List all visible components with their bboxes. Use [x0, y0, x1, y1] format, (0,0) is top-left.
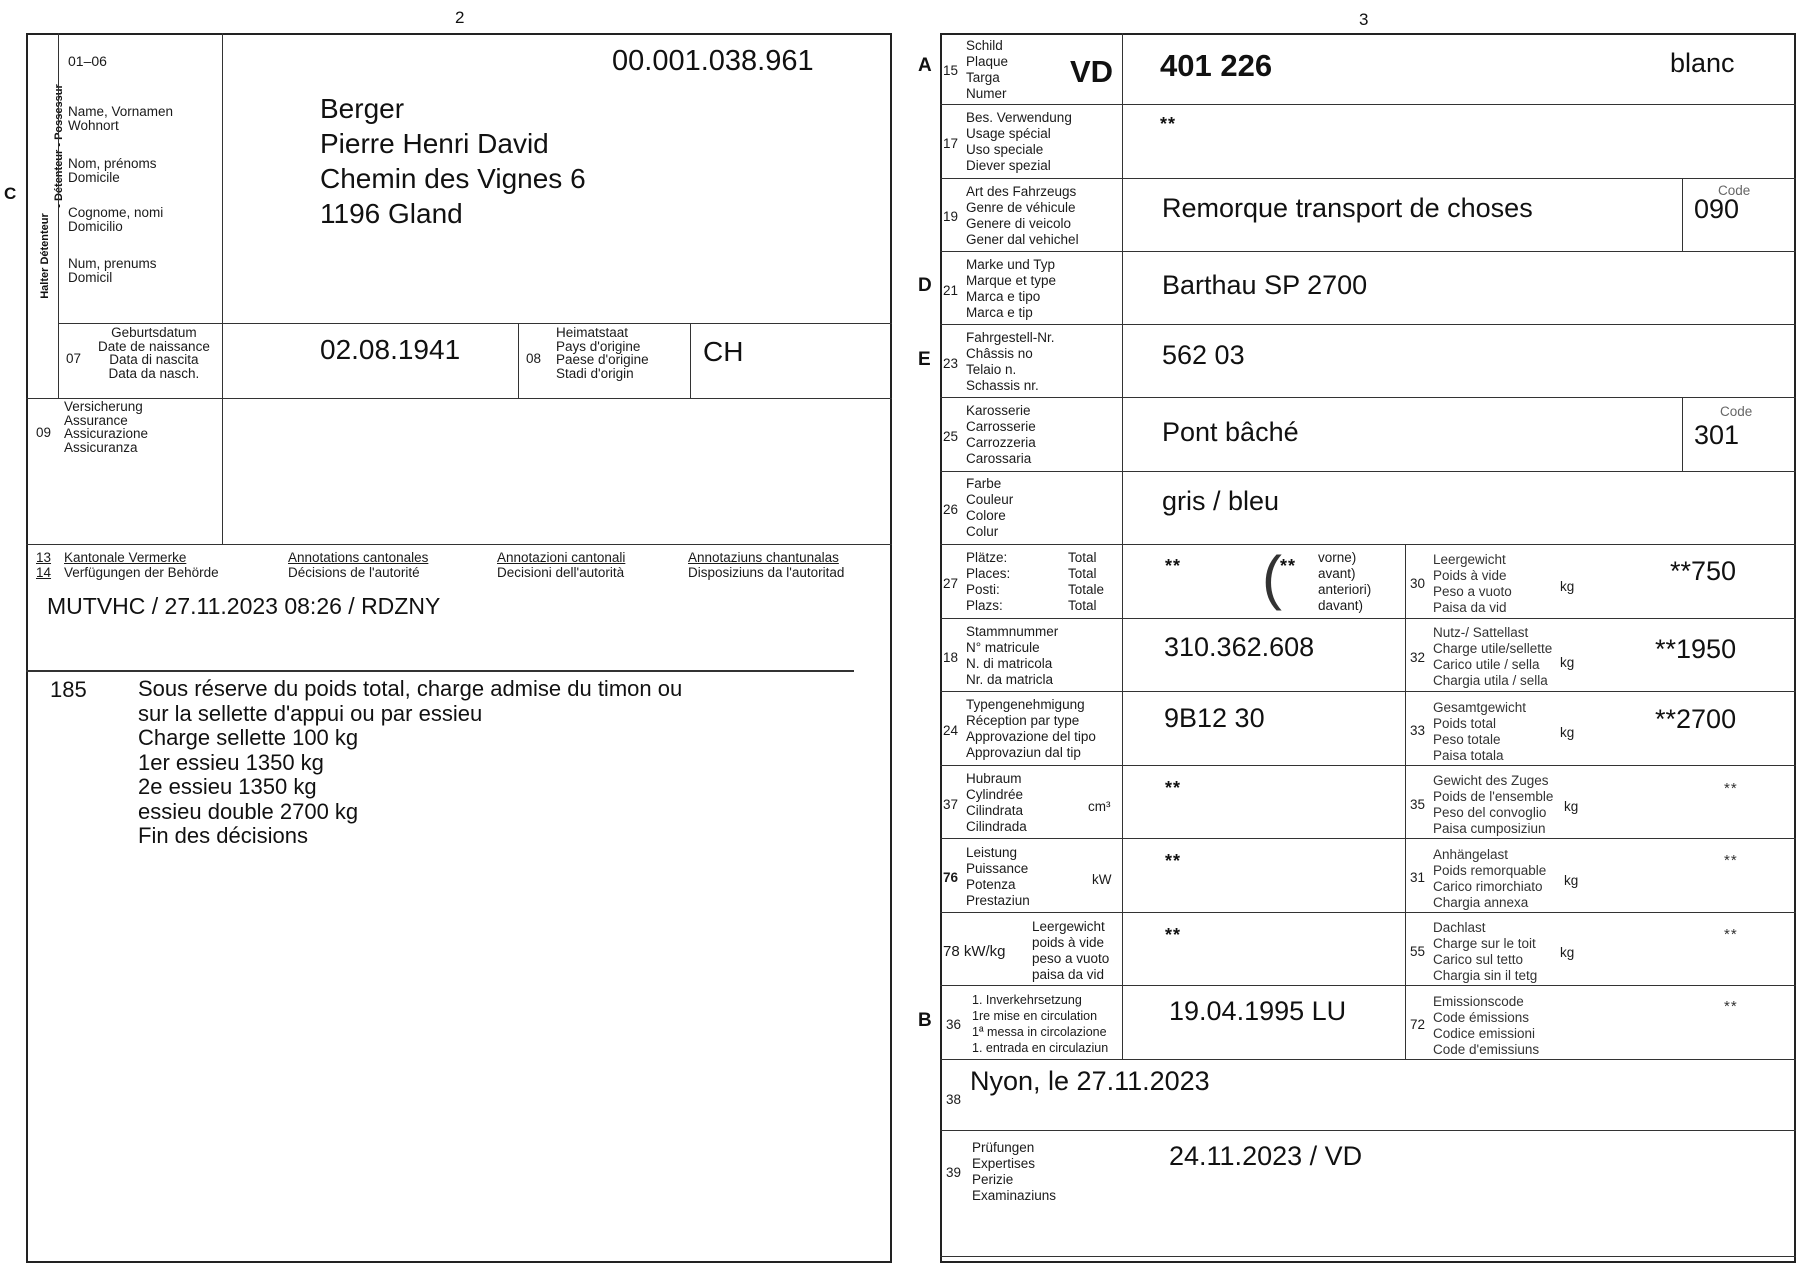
decision-code: 185 [50, 677, 87, 702]
plate-label: Schild Plaque Targa Numer [966, 38, 1009, 101]
seats-value: ** [1165, 556, 1182, 576]
page-number-left: 2 [455, 8, 465, 27]
power-weight-code: 78 kW/kg [943, 943, 1006, 960]
vertical-holder-label: Halter Détenteur - Détenteur - Possessur [39, 84, 65, 299]
emission-label: Emissionscode Code émissions Codice emissioni Code d'emissiuns [1433, 994, 1540, 1057]
plate-color: blanc [1670, 48, 1735, 78]
payload-unit: kg [1560, 655, 1575, 670]
power-value: ** [1165, 851, 1182, 871]
inspection-code: 39 [946, 1165, 962, 1180]
body-code-value: 301 [1694, 420, 1740, 450]
type-approval-value: 9B12 30 [1164, 703, 1265, 733]
holder-street: Chemin des Vignes 6 [320, 163, 586, 194]
power-label: Leistung Puissance Potenza Prestaziun [966, 845, 1030, 908]
special-use-value: ** [1160, 114, 1177, 134]
payload-code: 32 [1410, 650, 1426, 665]
displacement-label: Hubraum Cylindrée Cilindrata Cilindrada [966, 771, 1027, 834]
seats-label: Plätze: Places: Posti: Plazs: [966, 550, 1011, 613]
emission-code: 72 [1410, 1017, 1426, 1032]
origin-country: CH [703, 336, 744, 367]
plate-number: 401 226 [1160, 48, 1273, 83]
power-weight-label: Leergewicht poids à vide peso a vuoto paisa da vid [1032, 919, 1110, 982]
roof-load-label: Dachlast Charge sur le toit Carico sul tetto Chargia sin il tetg [1433, 920, 1538, 983]
holder-label-rm: Num, prenums Domicil [68, 256, 157, 285]
origin-label: Heimatstaat Pays d'origine Paese d'origine Stadi d'origin [556, 325, 649, 381]
power-weight-value: ** [1165, 925, 1182, 945]
insurance-code: 09 [36, 425, 52, 440]
annotation-col-rm: Annotaziuns chantunalas Disposiziuns da l'autoritad [688, 550, 845, 580]
place-date-value: Nyon, le 27.11.2023 [970, 1066, 1210, 1096]
chassis-code: 23 [943, 356, 959, 371]
inspection-label: Prüfungen Expertises Perizie Examinaziuns [972, 1140, 1057, 1203]
reg-number-value: 310.362.608 [1164, 632, 1315, 662]
color-label: Farbe Couleur Colore Colur [966, 476, 1014, 539]
insurance-label: Versicherung Assurance Assicurazione Assicuranza [64, 399, 149, 455]
make-code: 21 [943, 283, 959, 298]
chassis-value: 562 03 [1162, 340, 1245, 370]
plate-code: 15 [943, 63, 959, 78]
reg-number-label: Stammnummer N° matricule N. di matricola Nr. da matricla [966, 624, 1059, 687]
holder-firstnames: Pierre Henri David [320, 128, 549, 159]
first-reg-code: 36 [946, 1017, 962, 1032]
marker-e: E [918, 349, 931, 370]
trailer-load-code: 31 [1410, 870, 1426, 885]
total-weight-unit: kg [1560, 725, 1575, 740]
mutation-line: MUTVHC / 27.11.2023 08:26 / RDZNY [47, 593, 441, 619]
payload-value: **1950 [1655, 634, 1737, 664]
type-approval-code: 24 [943, 723, 959, 738]
holder-label-de: Name, Vornamen Wohnort [68, 104, 174, 133]
power-code: 76 [943, 870, 959, 885]
marker-a: A [918, 55, 932, 76]
make-value: Barthau SP 2700 [1162, 270, 1368, 300]
displacement-code: 37 [943, 797, 959, 812]
birth-date: 02.08.1941 [320, 334, 461, 365]
holder-surname: Berger [320, 93, 405, 124]
vehicle-type-code-label: Code [1718, 183, 1751, 198]
vehicle-type-label: Art des Fahrzeugs Genre de véhicule Genere di veicolo Gener dal vehichel [966, 184, 1079, 247]
seats-front-value: ** [1280, 556, 1297, 576]
vehicle-type-code-value: 090 [1694, 194, 1740, 224]
payload-label: Nutz-/ Sattellast Charge utile/sellette Carico utile / sella Chargia utila / sella [1433, 625, 1553, 688]
body-code-label: Code [1720, 404, 1753, 419]
body-value: Pont bâché [1162, 417, 1299, 447]
trailer-load-value: ** [1724, 852, 1738, 869]
color-code: 26 [943, 502, 959, 517]
holder-label-fr: Nom, prénoms Domicile [68, 156, 157, 185]
inspection-value: 24.11.2023 / VD [1169, 1141, 1363, 1171]
color-value: gris / bleu [1162, 486, 1280, 516]
seats-bracket-left: ( [1262, 544, 1282, 611]
birth-label: Geburtsdatum Date de naissance Data di nascita Data da nasch. [98, 325, 210, 381]
emission-value: ** [1724, 998, 1738, 1015]
annotation-codes: 13 14 [36, 550, 52, 580]
first-reg-value: 19.04.1995 LU [1169, 996, 1347, 1026]
reg-number-code: 18 [943, 650, 959, 665]
seats-code: 27 [943, 576, 959, 591]
make-label: Marke und Typ Marque et type Marca e tipo Marca e tip [966, 257, 1057, 320]
train-weight-value: ** [1724, 780, 1738, 797]
trailer-load-unit: kg [1564, 873, 1579, 888]
total-weight-value: **2700 [1655, 704, 1737, 734]
chassis-label: Fahrgestell-Nr. Châssis no Telaio n. Schassis nr. [966, 330, 1055, 393]
holder-label-it: Cognome, nomi Domicilio [68, 205, 164, 234]
trailer-load-label: Anhängelast Poids remorquable Carico rimorchiato Chargia annexa [1433, 847, 1547, 910]
place-date-code: 38 [946, 1092, 962, 1107]
first-reg-label: 1. Inverkehrsetzung 1re mise en circulation 1ª messa in circolazione 1. entrada en circulaziun [972, 993, 1109, 1055]
seats-total-label: Total Total Totale Total [1068, 550, 1105, 613]
page-number-right: 3 [1359, 10, 1369, 29]
annotation-col-de: Kantonale Vermerke Verfügungen der Behörde [64, 550, 219, 580]
special-use-label: Bes. Verwendung Usage spécial Uso speciale Diever spezial [966, 110, 1072, 173]
holder-reg-number: 00.001.038.961 [612, 45, 814, 77]
empty-weight-label: Leergewicht Poids à vide Peso a vuoto Paisa da vid [1433, 552, 1512, 615]
total-weight-label: Gesamtgewicht Poids total Peso totale Paisa totala [1433, 700, 1527, 763]
side-letter-c: C [4, 184, 17, 203]
holder-city: 1196 Gland [320, 198, 463, 229]
empty-weight-value: **750 [1670, 556, 1737, 586]
birth-code: 07 [66, 351, 82, 366]
annotation-col-fr: Annotations cantonales Décisions de l'autorité [288, 550, 429, 580]
vehicle-type-value: Remorque transport de choses [1162, 193, 1533, 223]
annotation-col-it: Annotazioni cantonali Decisioni dell'autorità [497, 550, 626, 580]
roof-load-code: 55 [1410, 944, 1426, 959]
marker-b: B [918, 1010, 932, 1031]
marker-d: D [918, 275, 932, 296]
displacement-unit: cm³ [1088, 799, 1111, 814]
seats-front-label: vorne) avant) anteriori) davant) [1318, 550, 1372, 613]
power-unit: kW [1092, 872, 1112, 887]
decision-lines: Sous réserve du poids total, charge admise du timon ou sur la sellette d'appui ou par essieu Charge sellette 100 kg 1er essieu 1350 kg 2e essieu 1350 kg essieu double 2700 kg Fin des décisions [138, 676, 683, 848]
total-weight-code: 33 [1410, 723, 1426, 738]
roof-load-unit: kg [1560, 945, 1575, 960]
empty-weight-unit: kg [1560, 579, 1575, 594]
train-weight-unit: kg [1564, 799, 1579, 814]
train-weight-code: 35 [1410, 797, 1426, 812]
body-label: Karosserie Carrosserie Carrozzeria Carossaria [966, 403, 1036, 466]
train-weight-label: Gewicht des Zuges Poids de l'ensemble Peso del convoglio Paisa cumposiziun [1433, 773, 1554, 836]
plate-canton: VD [1070, 54, 1114, 89]
empty-weight-code: 30 [1410, 576, 1426, 591]
holder-code: 01–06 [68, 53, 107, 69]
body-code: 25 [943, 429, 959, 444]
vehicle-type-code: 19 [943, 209, 959, 224]
displacement-value: ** [1165, 778, 1182, 798]
type-approval-label: Typengenehmigung Réception par type Approvazione del tipo Approvaziun dal tip [966, 697, 1096, 760]
origin-code: 08 [526, 351, 542, 366]
special-use-code: 17 [943, 136, 959, 151]
roof-load-value: ** [1724, 926, 1738, 943]
